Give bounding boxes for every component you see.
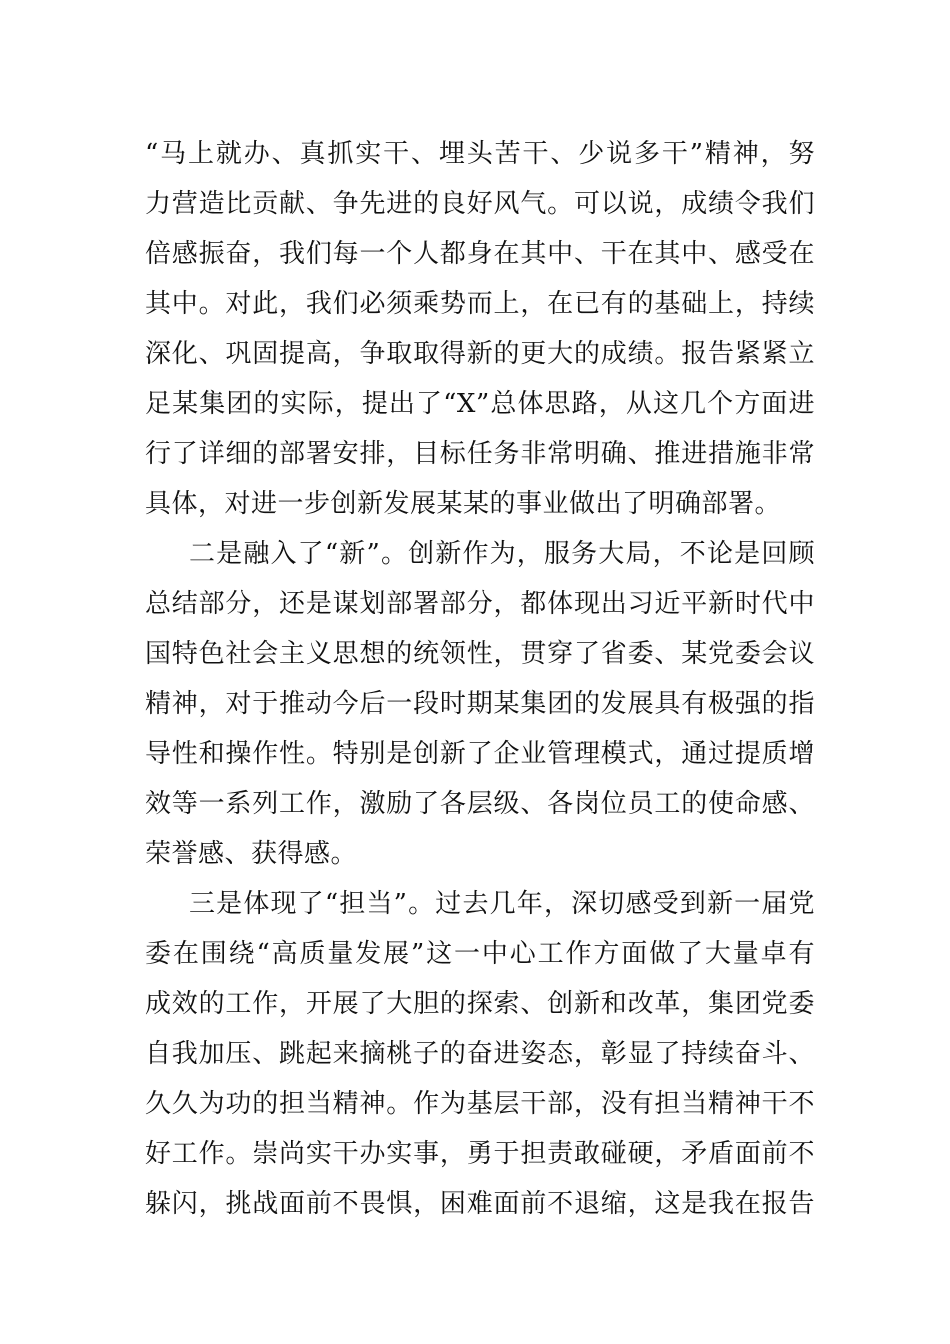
text-line: 自我加压、跳起来摘桃子的奋进姿态，彰显了持续奋斗、 (145, 1039, 815, 1069)
text-line: 行了详细的部署安排，目标任务非常明确、推进措施非常 (145, 439, 815, 469)
body-text (145, 129, 815, 1229)
text-line: 其中。对此，我们必须乘势而上，在已有的基础上，持续 (145, 289, 815, 319)
text-line: 总结部分，还是谋划部署部分，都体现出习近平新时代中 (145, 589, 815, 619)
text-line: 力营造比贡献、争先进的良好风气。可以说，成绩令我们 (145, 189, 815, 219)
text-line: 导性和操作性。特别是创新了企业管理模式，通过提质增 (145, 739, 815, 769)
text-line: 精神，对于推动今后一段时期某集团的发展具有极强的指 (145, 689, 815, 719)
paragraph-start-line: 二是融入了“新”。创新作为，服务大局，不论是回顾 (189, 539, 815, 569)
text-line: 躲闪，挑战面前不畏惧，困难面前不退缩，这是我在报告 (145, 1189, 815, 1219)
text-line: 荣誉感、获得感。 (145, 839, 358, 869)
text-line: 效等一系列工作，激励了各层级、各岗位员工的使命感、 (145, 789, 815, 819)
text-line: 具体，对进一步创新发展某某的事业做出了明确部署。 (145, 489, 782, 519)
text-line: 倍感振奋，我们每一个人都身在其中、干在其中、感受在 (145, 239, 815, 269)
text-line: 足某集团的实际，提出了“X”总体思路，从这几个方面进 (145, 389, 815, 419)
text-line: 成效的工作，开展了大胆的探索、创新和改革，集团党委 (145, 989, 815, 1019)
text-line: 好工作。崇尚实干办实事，勇于担责敢碰硬，矛盾面前不 (145, 1139, 815, 1169)
text-line: 委在围绕“高质量发展”这一中心工作方面做了大量卓有 (145, 939, 815, 969)
paragraph-start-line: 三是体现了“担当”。过去几年，深切感受到新一届党 (189, 889, 815, 919)
text-line: 深化、巩固提高，争取取得新的更大的成绩。报告紧紧立 (145, 339, 815, 369)
text-line: 久久为功的担当精神。作为基层干部，没有担当精神干不 (145, 1089, 815, 1119)
text-line: “马上就办、真抓实干、埋头苦干、少说多干”精神，努 (145, 139, 815, 169)
text-line: 国特色社会主义思想的统领性，贯穿了省委、某党委会议 (145, 639, 815, 669)
